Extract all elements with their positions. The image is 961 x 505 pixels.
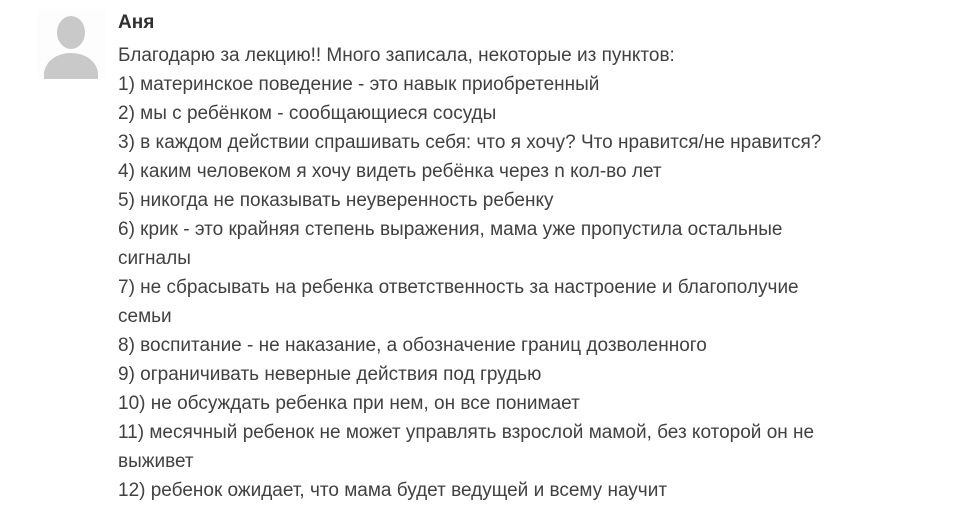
comment-author: Аня — [118, 12, 155, 33]
comment-line: 1) материнское поведение - это навык приобретенный — [118, 74, 600, 95]
comment-line: 8) воспитание - не наказание, а обозначение границ дозволенного — [118, 335, 707, 356]
comment-content — [118, 8, 961, 505]
comment-line: выживет — [118, 451, 194, 472]
comment-line: 3) в каждом действии спрашивать себя: что я хочу? Что нравится/не нравится? — [118, 132, 822, 153]
avatar — [37, 9, 105, 79]
comment-line: 4) каким человеком я хочу видеть ребёнка через n кол-во лет — [118, 161, 662, 182]
person-silhouette-icon — [37, 9, 105, 79]
comment-line: 7) не сбрасывать на ребенка ответственность за настроение и благополучие — [118, 277, 799, 298]
comment-line: 11) месячный ребенок не может управлять взрослой мамой, без которой он не — [118, 422, 815, 443]
comment-line: 6) крик - это крайняя степень выражения, мама уже пропустила остальные — [118, 219, 783, 240]
comment-line: 12) ребенок ожидает, что мама будет ведущей и всему научит — [118, 480, 668, 501]
comment-line: 10) не обсуждать ребенка при нем, он все понимает — [118, 393, 580, 414]
comment-line: 5) никогда не показывать неуверенность ребенку — [118, 190, 554, 211]
comment-line: сигналы — [118, 248, 191, 269]
comment-message — [118, 41, 961, 505]
comment-line: 2) мы с ребёнком - сообщающиеся сосуды — [118, 103, 497, 124]
comment-line: 9) ограничивать неверные действия под грудью — [118, 364, 542, 385]
comment-line: семьи — [118, 306, 172, 327]
comment-line: Благодарю за лекцию!! Много записала, некоторые из пунктов: — [118, 45, 675, 66]
